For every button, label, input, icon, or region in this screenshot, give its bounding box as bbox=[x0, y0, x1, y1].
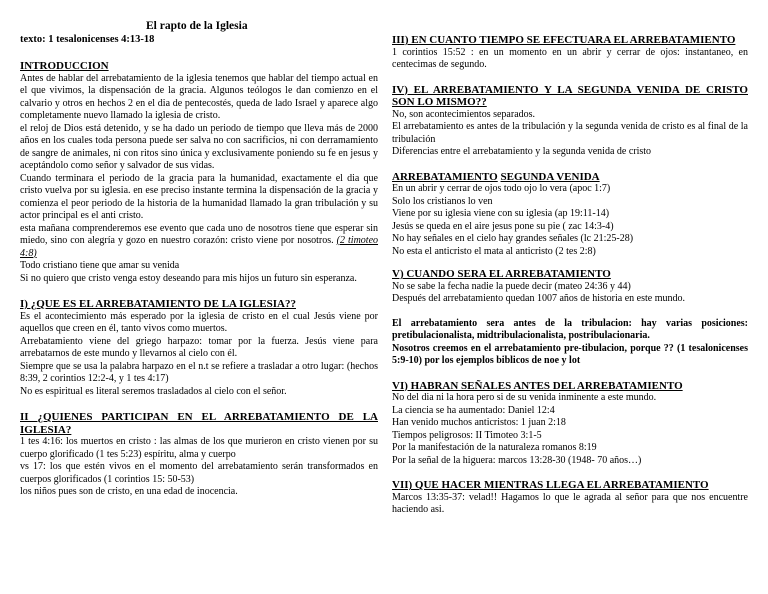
section-1-paragraph-3: Siempre que se usa la palabra harpazo en el n.t se refiere a trasladar a otro lugar: (hechos 8:39, 2 corintios 12:2-4, y 1 tes 4:17) bbox=[20, 360, 378, 384]
section-1-heading: I) ¿QUE ES EL ARREBATAMIENTO DE LA IGLESIA?? bbox=[20, 298, 296, 310]
section-5-heading: V) CUANDO SERA EL ARREBATAMIENTO bbox=[392, 268, 611, 280]
tribulation-positions-paragraph: El arrebatamiento sera antes de la tribulacion: hay varias posiciones: pretibulacionalista, midtribulacionalista, postribulacionaria. bbox=[392, 317, 748, 341]
section-6-line: Tiempos peligrosos: II Timoteo 3:1-5 bbox=[392, 429, 542, 441]
section-7-heading: VII) QUE HACER MIENTRAS LLEGA EL ARREBATAMIENTO bbox=[392, 479, 709, 491]
section-2-paragraph-2: vs 17: los que estén vivos en el momento del arrebatamiento serán transformados en cuerpos glorificados (1 corintios 15: 50-53) bbox=[20, 461, 378, 485]
intro-paragraph-4 bbox=[20, 223, 378, 261]
comparison-heading-a: ARREBATAMIENTO bbox=[392, 170, 498, 183]
section-5-line-2: Después del arrebatamiento quedan 1007 años de historia en este mundo. bbox=[392, 293, 685, 304]
section-4-line-3: Diferencias entre el arrebatamiento y la segunda venida de cristo bbox=[392, 146, 652, 157]
section-4-line-2: El arrebatamiento es antes de la tribulación y la segunda venida de cristo es al final de la tribulación bbox=[392, 121, 748, 145]
comparison-row: Solo los cristianos lo ven bbox=[392, 195, 493, 207]
section-1-paragraph-1: Es el acontecimiento más esperado por la iglesia de cristo en el cual Jesús viene por aquellos que creen en él, tanto vivos como muertos. bbox=[20, 310, 378, 334]
section-2-heading: II ¿QUIENES PARTICIPAN EN EL ARREBATAMIENTO DE LA IGLESIA? bbox=[20, 411, 378, 436]
comparison-row: En un abrir y cerrar de ojos todo ojo lo vera (apoc 1:7) bbox=[392, 183, 611, 194]
section-6-line: Han venido muchos anticristos: 1 juan 2:18 bbox=[392, 417, 566, 428]
comparison-heading bbox=[392, 171, 748, 184]
section-6-line: Por la manifestación de la naturaleza romanos 8:19 bbox=[392, 442, 597, 453]
comparison-row: Jesús se queda en el aire jesus pone su pie ( zac 14:3-4) bbox=[392, 220, 614, 232]
section-3-heading: III) EN CUANTO TIEMPO SE EFECTUARA EL ARREBATAMIENTO bbox=[392, 34, 736, 46]
section-1-paragraph-4: No es espiritual es literal seremos trasladados al cielo con el señor. bbox=[20, 385, 287, 397]
intro-paragraph-1: Antes de hablar del arrebatamiento de la iglesia tenemos que hablar del tiempo actual en el que vivimos, la dispensación de la gracia. Algunos teólogos le dan comienzo en el calvario y otros en hechos 2 en el dia de pentecostés, queda de lado Israel y aparece algo completamente nuevo llamado la iglesia de cristo. bbox=[20, 72, 378, 121]
section-3-text: 1 corintios 15:52 : en un momento en un abrir y cerrar de ojos: instantaneo, en centecimas de segundo. bbox=[392, 46, 748, 70]
section-6-heading: VI) HABRAN SEÑALES ANTES DEL ARREBATAMIENTO bbox=[392, 379, 683, 392]
intro-heading: INTRODUCCION bbox=[20, 60, 109, 72]
comparison-row: Viene por su iglesia viene con su iglesia (ap 19:11-14) bbox=[392, 208, 610, 219]
scripture-reference: (2 timoteo 4:8) bbox=[20, 235, 379, 259]
section-1-paragraph-2: Arrebatamiento viene del griego harpazo: tomar por la fuerza. Jesús viene para arrebatarnos de este mundo y llevarnos al cielo con él. bbox=[20, 335, 378, 359]
comparison-row: No esta el anticristo el mata al anticristo (2 tes 2:8) bbox=[392, 245, 596, 257]
document-title: El rapto de la Iglesia bbox=[146, 20, 248, 32]
comparison-heading-b: SEGUNDA VENIDA bbox=[500, 170, 600, 183]
section-7-text: Marcos 13:35-37: velad!! Hagamos lo que le agrada al señor para que nos encuentre haciendo asi. bbox=[392, 491, 748, 515]
section-4-heading: IV) EL ARREBATAMIENTO Y LA SEGUNDA VENIDA DE CRISTO SON LO MISMO?? bbox=[392, 83, 748, 108]
section-6-line: No del dia ni la hora pero si de su venida inminente a este mundo. bbox=[392, 392, 657, 403]
intro-paragraph-2: el reloj de Dios está detenido, y se ha dado un periodo de tiempo que lleva más de 2000 años en los cuales toda persona puede ser salva no con sacrificios, ni con derramamiento de sangre de animales, ni con ritos sino única y exclusivamente poniendo su fe en jesus y aceptándolo como señor y salvador de sus vidas. bbox=[20, 122, 378, 171]
section-6-line: La ciencia se ha aumentado: Daniel 12:4 bbox=[392, 404, 555, 416]
right-column bbox=[392, 0, 748, 517]
section-2-paragraph-3: los niños pues son de cristo, en una edad de inocencia. bbox=[20, 486, 238, 497]
intro-paragraph-4-text: esta mañana comprenderemos ese evento que cada uno de nosotros tiene que esperar sin miedo, sino con alegría y gozo en nuestro corazón: cristo viene por nosotros. bbox=[20, 222, 378, 246]
intro-line-1: Todo cristiano tiene que amar su venida bbox=[20, 260, 180, 271]
section-4-line-1: No, son acontecimientos separados. bbox=[392, 108, 536, 120]
pretribulation-paragraph: Nosotros creemos en el arrebatamiento pre-tibulacion, porque ?? (1 tesalonicenses 5:9-10) por los ejemplos biblicos de noe y lot bbox=[392, 342, 748, 366]
intro-line-2: Si no quiero que cristo venga estoy deseando para mis hijos un futuro sin esperanza. bbox=[20, 272, 357, 284]
document-subtitle: texto: 1 tesalonicenses 4:13-18 bbox=[20, 34, 155, 45]
left-column bbox=[20, 0, 378, 499]
section-6-line: Por la señal de la higuera: marcos 13:28-30 (1948- 70 años…) bbox=[392, 454, 642, 466]
intro-paragraph-3: Cuando terminara el periodo de la gracia para la humanidad, exactamente el dia que cristo vuelva por su iglesia. en ese preciso instante termina la dispensación de la gracia y comienza el peor periodo de la historia de la humanidad llamado la gran tribulación y su actor principal es el anti cristo. bbox=[20, 172, 378, 221]
comparison-row: No hay señales en el cielo hay grandes señales (lc 21:25-28) bbox=[392, 233, 634, 244]
section-2-paragraph-1: 1 tes 4:16: los muertos en cristo : las almas de los que murieron en cristo vienen por su cuerpo glorificado (1 tes 5:23) espíritu, alma y cuerpo bbox=[20, 436, 378, 460]
section-5-line-1: No se sabe la fecha nadie la puede decir (mateo 24:36 y 44) bbox=[392, 280, 631, 292]
